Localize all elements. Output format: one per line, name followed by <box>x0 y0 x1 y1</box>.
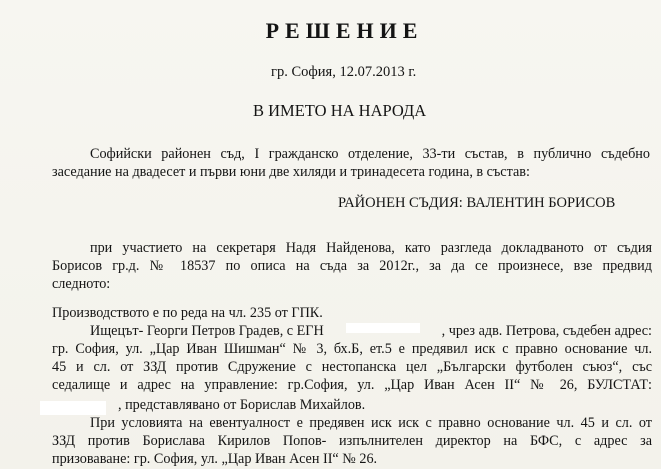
para2-line-1: Производството е по реда на чл. 235 от ГПК. <box>52 305 323 321</box>
para4-line-2: ЗЗД против Борислава Кирилов Попов- изпълнителен директор на БФС, с адрес за <box>52 433 652 449</box>
redacted-bulstat <box>40 401 106 415</box>
heading-in-the-name-of-the-people: В ИМЕТО НА НАРОДА <box>253 101 427 120</box>
city-date: гр. София, 12.07.2013 г. <box>271 64 417 80</box>
para3-line-3: 45 и сл. от ЗЗД против Сдружение с нестопанска цел „Български футболен съюз“, със <box>52 359 652 375</box>
para3-line-1-end: , чрез адв. Петрова, съдебен адрес: <box>441 323 652 339</box>
para3-line-1-start: Ищецът- Георги Петров Градев, с ЕГН <box>90 323 324 339</box>
para1-line-2: Борисов гр.д. № 18537 по описа на съда за 2012г., за да се произнесе, взе предвид <box>52 258 652 274</box>
court-line-2: заседание на двадесет и първи юни две хиляди и тринадесета година, в състав: <box>52 164 530 180</box>
court-line-1: Софийски районен съд, I гражданско отделение, 33-ти състав, в публично съдебно <box>90 146 650 162</box>
judge-line: РАЙОНЕН СЪДИЯ: ВАЛЕНТИН БОРИСОВ <box>338 195 616 211</box>
para4-line-3: призоваване: гр. София, ул. „Цар Иван Асен II“ № 26. <box>52 451 378 467</box>
para1-line-3: следното: <box>52 276 111 292</box>
para3-line-2: гр. София, ул. „Цар Иван Шишман“ № 3, бх.Б, ет.5 е предявил иск с правно основание чл. <box>52 341 652 357</box>
para3-line-1 <box>90 323 652 340</box>
redacted-egn <box>346 323 420 333</box>
para3-line-4: седалище и адрес на управление: гр.София, ул. „Цар Иван Асен II“ № 26, БУЛСТАТ: <box>52 377 652 393</box>
para1-line-1: при участието на секретаря Надя Найденова, като разгледа докладваното от съдия <box>90 240 652 256</box>
para4-line-1: При условията на евентуалност е предявен иск иск с правно основание чл. 45 и сл. от <box>90 415 652 431</box>
para3-line-5: , представлявано от Борислав Михайлов. <box>118 397 366 413</box>
document-title: РЕШЕНИЕ <box>265 18 424 43</box>
